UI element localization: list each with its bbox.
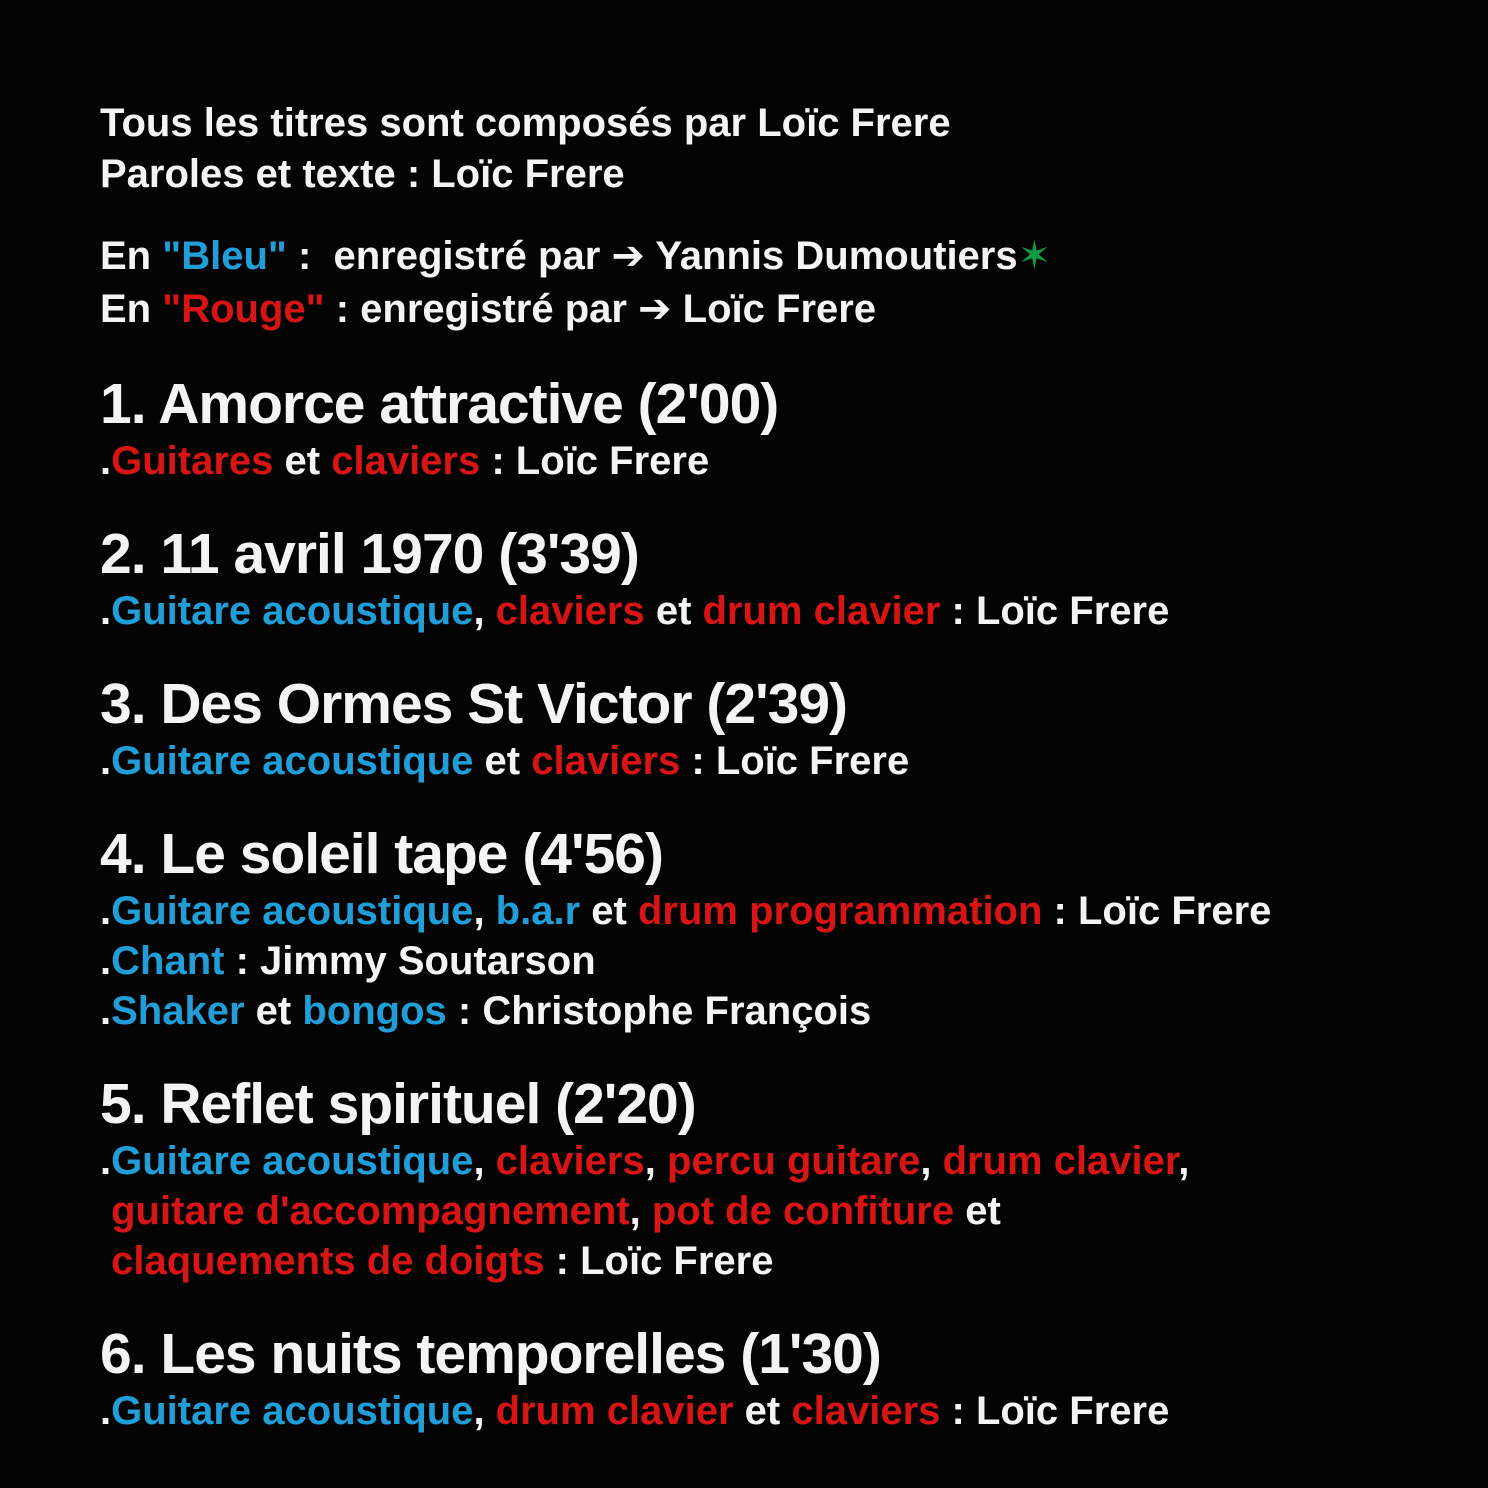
text-segment: : Loïc Frere [680,739,910,783]
track-title: 4. Le soleil tape (4'56) [100,822,663,886]
track-title: 6. Les nuits temporelles (1'30) [100,1322,881,1386]
text-segment: En [100,287,163,331]
text-segment: et [244,989,303,1033]
text-segment: claviers [531,739,681,783]
text-segment: , [473,1139,496,1183]
credit-line [100,586,1448,636]
track-title: 5. Reflet spirituel (2'20) [100,1072,696,1136]
text-segment: drum clavier [702,589,941,633]
text-segment: . [100,739,112,783]
credit-line [100,1386,1448,1436]
text-segment: et [580,889,638,933]
text-segment: Guitare acoustique [111,589,474,633]
track-section-3 [100,672,1448,786]
text-segment: : Jimmy Soutarson [224,939,596,983]
track-section-6 [100,1322,1448,1436]
credit-line [100,936,1448,986]
track-title: 3. Des Ormes St Victor (2'39) [100,672,848,736]
track-title: 1. Amorce attractive (2'00) [100,372,779,436]
text-segment: Yannis Dumoutiers [644,234,1018,278]
legend-word-bleu: "Bleu" [162,234,287,278]
arrow-right-icon: ➔ [638,287,672,331]
text-segment: et [473,739,532,783]
credit-line [100,886,1448,936]
text-segment: . [100,589,112,633]
text-segment: . [100,439,112,483]
lyrics-by-line: Paroles et texte : Loïc Frere [100,152,625,196]
track-title: 2. 11 avril 1970 (3'39) [100,522,639,586]
arrow-right-icon: ➔ [611,234,645,278]
text-segment: En [100,234,163,278]
text-segment: . [100,939,112,983]
text-segment: Guitare acoustique [111,889,474,933]
credit-line [100,1236,1448,1286]
text-segment: : enregistré par [324,287,639,331]
text-segment: percu guitare [666,1139,921,1183]
track-section-1 [100,372,1448,486]
text-segment: drum clavier [942,1139,1179,1183]
text-segment: , [473,889,496,933]
credit-line [100,1136,1448,1186]
legend-word-rouge: "Rouge" [162,287,325,331]
text-segment: claviers [495,1139,645,1183]
text-segment: : Loïc Frere [480,439,710,483]
track-section-4 [100,822,1448,1036]
legend-line-bleu [100,230,1448,283]
text-segment: . [100,1389,112,1433]
text-segment: guitare d'accompagnement [111,1189,630,1233]
text-segment: , [473,589,496,633]
text-segment: et [733,1389,792,1433]
text-segment: : Loïc Frere [1042,889,1272,933]
color-legend [100,230,1448,336]
text-segment [100,1189,111,1233]
text-segment: Guitare acoustique [111,1389,474,1433]
text-segment: Chant [111,939,225,983]
text-segment: , [920,1139,943,1183]
credit-line [100,736,1448,786]
composed-by-line: Tous les titres sont composés par Loïc Frere [100,101,951,145]
text-segment: . [100,889,112,933]
text-segment: , [644,1139,667,1183]
credit-line [100,436,1448,486]
text-segment: , [629,1189,652,1233]
text-segment: claviers [495,589,645,633]
text-segment: et [644,589,703,633]
text-segment: : enregistré par [286,234,612,278]
credit-line [100,1186,1448,1236]
text-segment: pot de confiture [651,1189,955,1233]
text-segment: Guitare acoustique [111,739,474,783]
star-icon: ✶ [1017,234,1052,278]
composer-header [100,98,1448,200]
track-section-5 [100,1072,1448,1286]
text-segment: Loïc Frere [671,287,877,331]
text-segment: , [473,1389,496,1433]
text-segment: et [273,439,332,483]
text-segment: Guitare acoustique [111,1139,474,1183]
track-section-2 [100,522,1448,636]
text-segment: bongos [302,989,447,1033]
text-segment: claviers [791,1389,941,1433]
text-segment: , [1178,1139,1190,1183]
text-segment: : Loïc Frere [940,589,1170,633]
text-segment: : Loïc Frere [544,1239,774,1283]
text-segment [100,1239,111,1283]
text-segment: Shaker [111,989,245,1033]
text-segment: drum clavier [495,1389,734,1433]
text-segment: . [100,989,112,1033]
legend-line-rouge [100,283,1448,336]
text-segment: et [954,1189,1001,1233]
text-segment: drum programmation [637,889,1043,933]
text-segment: Guitares [111,439,274,483]
text-segment: b.a.r [495,889,581,933]
text-segment: claviers [331,439,481,483]
text-segment: : Loïc Frere [940,1389,1170,1433]
text-segment: : Christophe François [446,989,872,1033]
credit-line [100,986,1448,1036]
text-segment: . [100,1139,112,1183]
text-segment: claquements de doigts [111,1239,545,1283]
